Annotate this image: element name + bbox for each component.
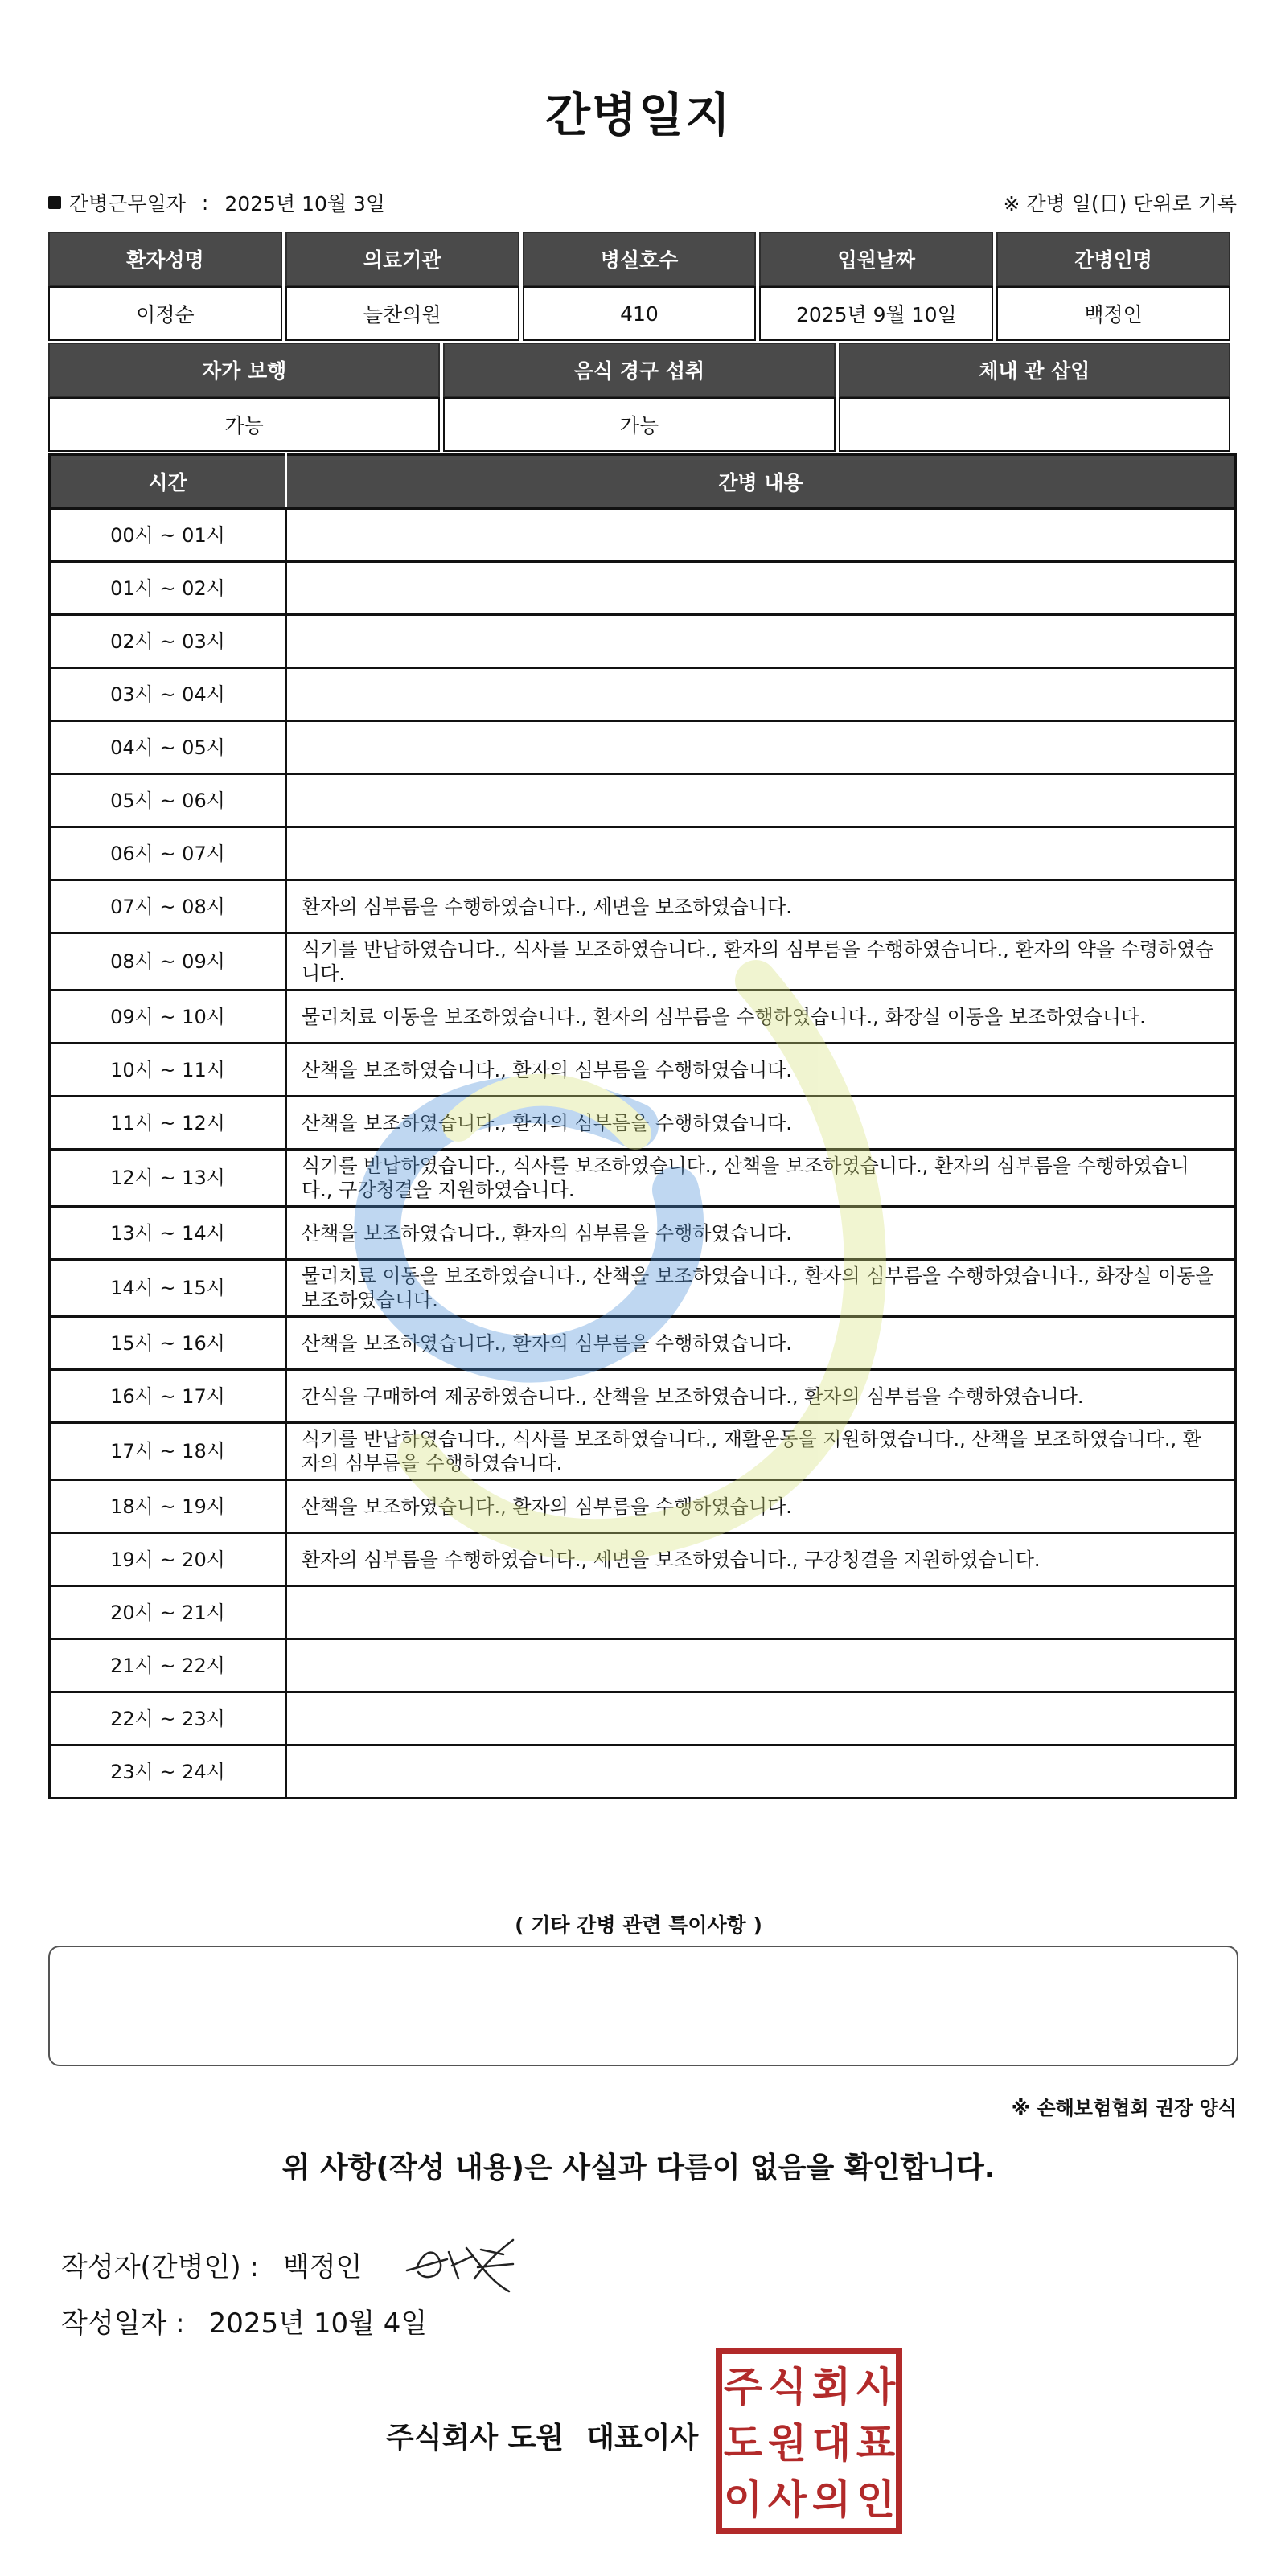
oral-intake-value: 가능 xyxy=(443,397,835,452)
log-row xyxy=(50,1207,1236,1260)
log-row xyxy=(50,1480,1236,1533)
log-note-cell: 물리치료 이동을 보조하였습니다., 환자의 심부름을 수행하였습니다., 화장실 이동을 보조하였습니다. xyxy=(286,991,1236,1044)
written-date-row xyxy=(61,2301,427,2340)
log-note-cell xyxy=(286,1639,1236,1692)
log-row xyxy=(50,1317,1236,1370)
unit-note: ※ 간병 일(日) 단위로 기록 xyxy=(1003,192,1237,215)
log-row xyxy=(50,1423,1236,1480)
log-note-cell: 식기를 반납하였습니다., 식사를 보조하였습니다., 산책을 보조하였습니다., 환자의 심부름을 수행하였습니다., 구강청결을 지원하였습니다. xyxy=(286,1150,1236,1207)
log-row xyxy=(50,509,1236,562)
log-note-cell xyxy=(286,1692,1236,1745)
seal-character: 원 xyxy=(767,2420,807,2467)
company-sign xyxy=(386,2415,698,2456)
log-time-cell: 00시 ~ 01시 xyxy=(50,509,286,562)
log-row xyxy=(50,1692,1236,1745)
header-self-walking: 자가 보행 xyxy=(48,343,440,397)
seal-character: 의 xyxy=(811,2476,852,2523)
header-time: 시간 xyxy=(50,455,286,509)
log-row xyxy=(50,668,1236,721)
log-row xyxy=(50,1533,1236,1586)
self-walking-value: 가능 xyxy=(48,397,440,452)
log-note-cell: 산책을 보조하였습니다., 환자의 심부름을 수행하였습니다. xyxy=(286,1207,1236,1260)
form-note: ※ 손해보험협회 권장 양식 xyxy=(1011,2097,1237,2119)
writer-label: 작성자(간병인) : xyxy=(61,2250,259,2283)
log-time-cell: 07시 ~ 08시 xyxy=(50,880,286,933)
work-date-label: 간병근무일자 xyxy=(69,192,186,215)
log-time-cell: 23시 ~ 24시 xyxy=(50,1745,286,1799)
seal-character: 표 xyxy=(856,2420,896,2467)
company-name: 주식회사 도원 xyxy=(386,2422,565,2455)
log-time-cell: 02시 ~ 03시 xyxy=(50,615,286,668)
log-row xyxy=(50,562,1236,615)
header-tube-insertion: 체내 관 삽입 xyxy=(839,343,1230,397)
log-note-cell: 산책을 보조하였습니다., 환자의 심부름을 수행하였습니다. xyxy=(286,1317,1236,1370)
seal-character: 회 xyxy=(811,2364,852,2410)
log-note-cell: 환자의 심부름을 수행하였습니다., 세면을 보조하였습니다., 구강청결을 지원하였습니다. xyxy=(286,1533,1236,1586)
log-note-cell: 산책을 보조하였습니다., 환자의 심부름을 수행하였습니다. xyxy=(286,1044,1236,1097)
log-time-cell: 14시 ~ 15시 xyxy=(50,1260,286,1317)
log-time-cell: 13시 ~ 14시 xyxy=(50,1207,286,1260)
log-row xyxy=(50,1370,1236,1423)
log-note-cell: 식기를 반납하였습니다., 식사를 보조하였습니다., 재활운동을 지원하였습니다., 산책을 보조하였습니다., 환자의 심부름을 수행하였습니다. xyxy=(286,1423,1236,1480)
company-seal-stamp xyxy=(714,2346,904,2536)
log-row xyxy=(50,1097,1236,1150)
log-note-cell xyxy=(286,774,1236,827)
log-header-row xyxy=(50,455,1236,509)
header-caregiver-name: 간병인명 xyxy=(996,232,1230,286)
log-note-cell xyxy=(286,721,1236,774)
ability-header-row xyxy=(48,343,1230,397)
log-time-cell: 09시 ~ 10시 xyxy=(50,991,286,1044)
log-row xyxy=(50,615,1236,668)
remarks-box xyxy=(48,1946,1238,2066)
bullet-square-icon xyxy=(48,196,61,209)
caregiver-name: 백정인 xyxy=(996,286,1230,341)
meta-row xyxy=(48,188,1237,220)
log-note-cell: 식기를 반납하였습니다., 식사를 보조하였습니다., 환자의 심부름을 수행하였습니다., 환자의 약을 수령하였습니다. xyxy=(286,933,1236,991)
log-row xyxy=(50,827,1236,880)
log-note-cell xyxy=(286,827,1236,880)
room-number: 410 xyxy=(523,286,757,341)
log-time-cell: 06시 ~ 07시 xyxy=(50,827,286,880)
seal-character: 대 xyxy=(811,2420,852,2467)
company-role: 대표이사 xyxy=(586,2422,699,2455)
log-time-cell: 19시 ~ 20시 xyxy=(50,1533,286,1586)
handwritten-signature xyxy=(400,2232,521,2296)
writer-name: 백정인 xyxy=(282,2250,363,2283)
seal-character: 사 xyxy=(856,2364,896,2410)
log-time-cell: 20시 ~ 21시 xyxy=(50,1586,286,1639)
log-row xyxy=(50,1745,1236,1799)
ability-table xyxy=(45,343,1234,452)
patient-name: 이정순 xyxy=(48,286,282,341)
remarks-title: ( 기타 간병 관련 특이사항 ) xyxy=(515,1914,762,1937)
log-note-cell: 산책을 보조하였습니다., 환자의 심부름을 수행하였습니다. xyxy=(286,1097,1236,1150)
work-date-value: 2025년 10월 3일 xyxy=(224,192,386,215)
log-time-cell: 16시 ~ 17시 xyxy=(50,1370,286,1423)
log-row xyxy=(50,1044,1236,1097)
log-time-cell: 21시 ~ 22시 xyxy=(50,1639,286,1692)
log-time-cell: 18시 ~ 19시 xyxy=(50,1480,286,1533)
confirmation-statement: 위 사항(작성 내용)은 사실과 다름이 없음을 확인합니다. xyxy=(281,2151,996,2184)
admission-date: 2025년 9월 10일 xyxy=(759,286,993,341)
seal-character: 주 xyxy=(723,2364,763,2410)
work-date-separator: : xyxy=(201,191,209,215)
header-admission-date: 입원날짜 xyxy=(759,232,993,286)
header-oral-intake: 음식 경구 섭취 xyxy=(443,343,835,397)
log-row xyxy=(50,1639,1236,1692)
care-log-table xyxy=(48,453,1237,1799)
log-time-cell: 22시 ~ 23시 xyxy=(50,1692,286,1745)
written-date-value: 2025년 10월 4일 xyxy=(208,2307,428,2340)
page-title: 간병일지 xyxy=(544,88,733,142)
log-row xyxy=(50,1150,1236,1207)
written-date-label: 작성일자 : xyxy=(61,2307,185,2340)
work-date-group xyxy=(48,188,385,217)
log-row xyxy=(50,721,1236,774)
writer-row xyxy=(61,2232,521,2296)
header-care-content: 간병 내용 xyxy=(286,455,1236,509)
log-time-cell: 05시 ~ 06시 xyxy=(50,774,286,827)
log-note-cell: 간식을 구매하여 제공하였습니다., 산책을 보조하였습니다., 환자의 심부름을 수행하였습니다. xyxy=(286,1370,1236,1423)
log-note-cell xyxy=(286,615,1236,668)
log-body xyxy=(50,509,1236,1799)
log-time-cell: 08시 ~ 09시 xyxy=(50,933,286,991)
log-note-cell xyxy=(286,509,1236,562)
header-hospital: 의료기관 xyxy=(285,232,519,286)
ability-value-row xyxy=(48,397,1230,452)
log-row xyxy=(50,991,1236,1044)
tube-insertion-value xyxy=(839,397,1230,452)
seal-character: 사 xyxy=(767,2476,807,2523)
log-time-cell: 04시 ~ 05시 xyxy=(50,721,286,774)
log-note-cell: 산책을 보조하였습니다., 환자의 심부름을 수행하였습니다. xyxy=(286,1480,1236,1533)
log-note-cell xyxy=(286,1586,1236,1639)
header-room-number: 병실호수 xyxy=(523,232,757,286)
log-time-cell: 01시 ~ 02시 xyxy=(50,562,286,615)
info-value-row xyxy=(48,286,1230,341)
log-note-cell: 물리치료 이동을 보조하였습니다., 산책을 보조하였습니다., 환자의 심부름을 수행하였습니다., 화장실 이동을 보조하였습니다. xyxy=(286,1260,1236,1317)
seal-character: 식 xyxy=(767,2364,807,2410)
log-time-cell: 11시 ~ 12시 xyxy=(50,1097,286,1150)
log-note-cell xyxy=(286,668,1236,721)
log-time-cell: 12시 ~ 13시 xyxy=(50,1150,286,1207)
header-patient-name: 환자성명 xyxy=(48,232,282,286)
log-time-cell: 15시 ~ 16시 xyxy=(50,1317,286,1370)
patient-info-table xyxy=(45,232,1234,341)
info-header-row xyxy=(48,232,1230,286)
seal-character: 이 xyxy=(723,2476,763,2523)
log-row xyxy=(50,1260,1236,1317)
log-time-cell: 10시 ~ 11시 xyxy=(50,1044,286,1097)
log-note-cell: 환자의 심부름을 수행하였습니다., 세면을 보조하였습니다. xyxy=(286,880,1236,933)
log-row xyxy=(50,774,1236,827)
log-row xyxy=(50,1586,1236,1639)
seal-character: 도 xyxy=(723,2420,763,2467)
log-note-cell xyxy=(286,1745,1236,1799)
log-time-cell: 17시 ~ 18시 xyxy=(50,1423,286,1480)
log-note-cell xyxy=(286,562,1236,615)
hospital-name: 늘찬의원 xyxy=(285,286,519,341)
log-row xyxy=(50,880,1236,933)
seal-character: 인 xyxy=(856,2476,896,2523)
log-row xyxy=(50,933,1236,991)
log-time-cell: 03시 ~ 04시 xyxy=(50,668,286,721)
